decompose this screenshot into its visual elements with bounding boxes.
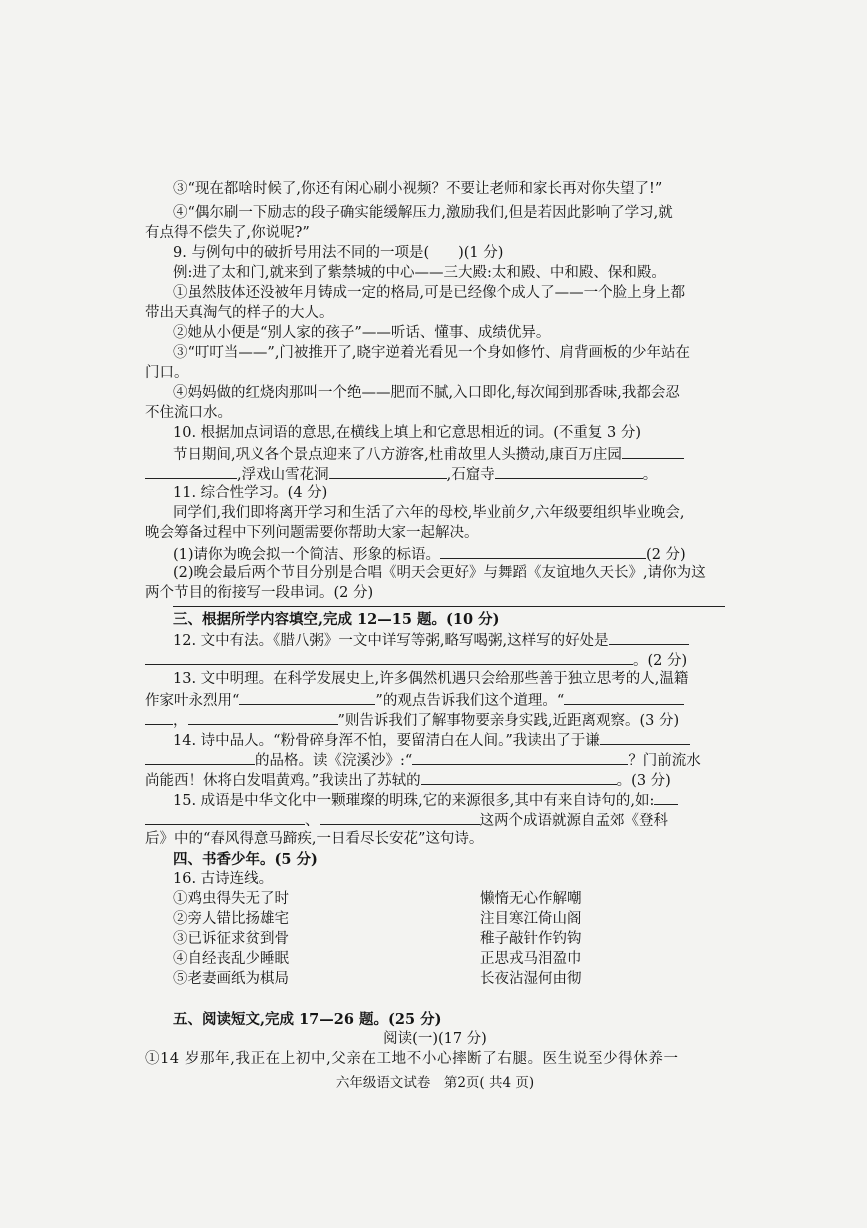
- q11-sub-2: (2)晚会最后两个节目分别是合唱《明天会更好》与舞蹈《友谊地久天长》,请你为这: [173, 565, 706, 581]
- q9-example: 例:进了太和门,就来到了紫禁城的中心——三大殿:太和殿、中和殿、保和殿。: [173, 265, 666, 281]
- q11-slogan-blank[interactable]: [440, 544, 646, 559]
- q14-text: 14. 诗中品人。“粉骨碎身浑不怕，要留清白在人间。”我读出了于谦: [173, 730, 725, 751]
- q11-sub-2-cont: 两个节目的衔接写一段串词。(2 分): [145, 585, 374, 601]
- q15-blank-2[interactable]: [320, 810, 480, 825]
- q15-line-3: 后》中的“春风得意马蹄疾,一日看尽长安花”这句诗。: [145, 831, 484, 847]
- poem-right-3[interactable]: 稚子敲针作钓钩: [480, 931, 582, 947]
- q9-option-4: ④妈妈做的红烧肉那叫一个绝——肥而不腻,入口即化,每次闻到那香味,我都会忍: [173, 385, 680, 401]
- q14-blank-1[interactable]: [600, 730, 690, 745]
- q13-line-2: 作家叶永烈用“ ”的观点告诉我们这个道理。“: [145, 690, 725, 711]
- q10-blank-3[interactable]: [495, 464, 643, 479]
- q12-cont: 。(2 分): [145, 650, 725, 671]
- page-footer: 六年级语文试卷 第2页( 共4 页): [335, 1075, 535, 1091]
- q14-blank-2[interactable]: [412, 750, 628, 765]
- q11-intro-cont: 晚会筹备过程中下列问题需要你帮助大家一起解决。: [145, 525, 479, 541]
- q9-option-1: ①虽然肢体还没被年月铸成一定的格局,可是已经像个成人了——一个脸上身上都: [173, 285, 686, 301]
- q12-text: 12. 文中有法。《腊八粥》一文中详写等粥,略写喝粥,这样写的好处是: [173, 630, 725, 651]
- poem-right-4[interactable]: 正思戎马泪盈巾: [480, 951, 582, 967]
- q9-option-3-cont: 门口。: [145, 365, 189, 381]
- q13-line-3: ， ”则告诉我们了解事物要亲身实践,近距离观察。(3 分): [145, 710, 725, 731]
- q14-blank-1-cont[interactable]: [145, 750, 255, 765]
- q9-option-3: ③“叮叮当——”,门被推开了,晓宇逆着光看见一个身如修竹、肩背画板的少年站在: [173, 345, 691, 361]
- q13-blank-2-cont[interactable]: [145, 710, 173, 725]
- poem-left-2[interactable]: ②旁人错比扬雄宅: [173, 911, 289, 927]
- poem-left-5[interactable]: ⑤老妻画纸为棋局: [173, 971, 289, 987]
- q10-blank-1[interactable]: [622, 444, 684, 459]
- q13-text: 13. 文中明理。在科学发展史上,许多偶然机遇只会给那些善于独立思考的人,温籍: [173, 671, 689, 687]
- poem-right-1[interactable]: 懒惰无心作解嘲: [480, 891, 582, 907]
- q10-blank-1-cont[interactable]: [145, 464, 237, 479]
- q15-line-2: 、 这两个成语就源自孟郊《登科: [145, 810, 725, 831]
- section-5-title: 五、阅读短文,完成 17—26 题。(25 分): [173, 1011, 442, 1028]
- poem-left-1[interactable]: ①鸡虫得失无了时: [173, 891, 289, 907]
- q10-line-1: 节日期间,巩义各个景点迎来了八方游客,杜甫故里人头攒动,康百万庄园: [173, 444, 725, 465]
- q12-blank-cont[interactable]: [145, 650, 633, 665]
- q12-blank[interactable]: [609, 630, 689, 645]
- q15-text: 15. 成语是中华文化中一颗璀璨的明珠,它的来源很多,其中有来自诗句的,如:: [173, 790, 725, 811]
- q9-option-1-cont: 带出天真淘气的样子的大人。: [145, 305, 334, 321]
- q11-sub-1: (1)请你为晚会拟一个简洁、形象的标语。 (2 分): [173, 544, 725, 565]
- q13-blank-3[interactable]: [188, 710, 338, 725]
- q11-answer-line[interactable]: [173, 606, 725, 607]
- section-3-title: 三、根据所学内容填空,完成 12—15 题。(10 分): [173, 611, 500, 628]
- q16-stem: 16. 古诗连线。: [173, 871, 274, 887]
- poem-left-4[interactable]: ④自经丧乱少睡眠: [173, 951, 289, 967]
- q11-stem: 11. 综合性学习。(4 分): [173, 485, 328, 501]
- q15-blank-1[interactable]: [654, 790, 678, 805]
- q9-option-4-cont: 不住流口水。: [145, 405, 232, 421]
- q10-blank-2[interactable]: [329, 464, 447, 479]
- reading-1-title: 阅读(一)(17 分): [383, 1031, 487, 1047]
- q8-option-4-cont: 有点得不偿失了,你说呢?”: [145, 225, 310, 241]
- q9-stem: 9. 与例句中的破折号用法不同的一项是( )(1 分): [173, 245, 504, 261]
- poem-right-5[interactable]: 长夜沾湿何由彻: [480, 971, 582, 987]
- q15-blank-1-cont[interactable]: [145, 810, 305, 825]
- q10-stem: 10. 根据加点词语的意思,在横线上填上和它意思相近的词。(不重复 3 分): [173, 425, 642, 441]
- poem-right-2[interactable]: 注目寒江倚山阁: [480, 911, 582, 927]
- q8-option-3: ③“现在都啥时候了,你还有闲心刷小视频？不要让老师和家长再对你失望了!”: [173, 181, 663, 197]
- section-4-title: 四、书香少年。(5 分): [173, 851, 318, 868]
- q14-line-3: 尚能西！休将白发唱黄鸡。”我读出了苏轼的 。(3 分): [145, 770, 725, 791]
- q8-option-4: ④“偶尔刷一下励志的段子确实能缓解压力,激励我们,但是若因此影响了学习,就: [173, 205, 673, 221]
- q9-option-2: ②她从小便是“别人家的孩子”——听话、懂事、成绩优异。: [173, 325, 551, 341]
- q13-blank-2[interactable]: [564, 690, 684, 705]
- reading-1-paragraph-1: ①14 岁那年,我正在上初中,父亲在工地不小心摔断了右腿。医生说至少得休养一: [145, 1051, 679, 1067]
- q14-blank-3[interactable]: [421, 770, 617, 785]
- q10-line-2: ,浮戏山雪花洞 ,石窟寺 。: [145, 464, 725, 485]
- poem-left-3[interactable]: ③已诉征求贫到骨: [173, 931, 289, 947]
- q14-line-2: 的品格。读《浣溪沙》:“ ？门前流水: [145, 750, 725, 771]
- q11-intro: 同学们,我们即将离开学习和生活了六年的母校,毕业前夕,六年级要组织毕业晚会,: [173, 505, 685, 521]
- q13-blank-1[interactable]: [239, 690, 375, 705]
